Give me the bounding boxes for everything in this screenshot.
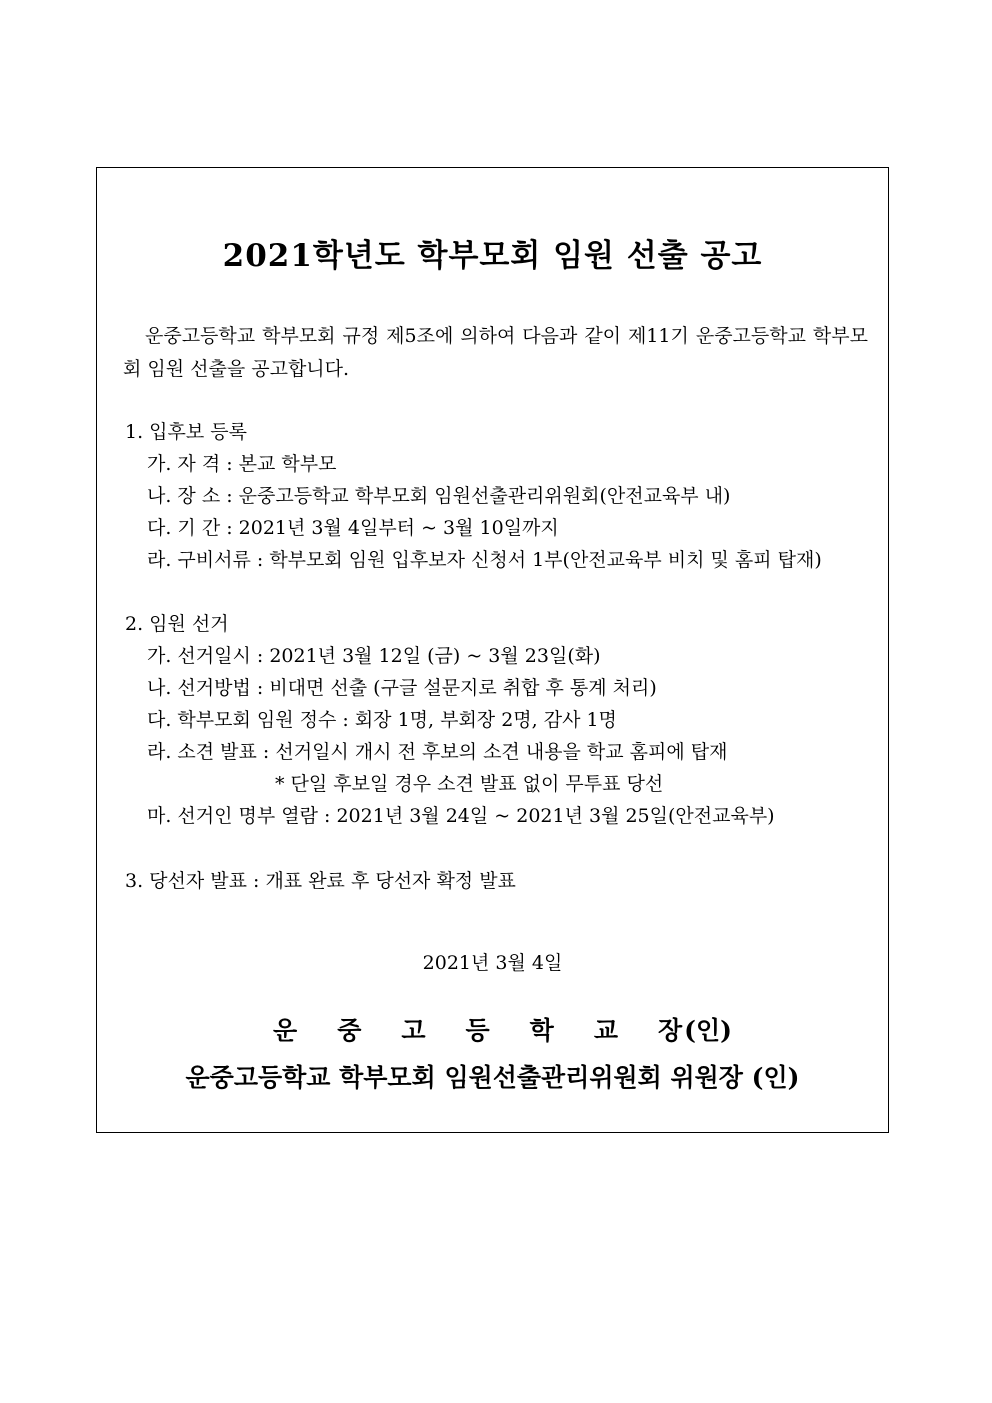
section-1-item-1: 가. 자 격 : 본교 학부모 — [147, 453, 337, 475]
principal-char: 학 — [529, 1016, 554, 1045]
intro-text: 운중고등학교 학부모회 규정 제5조에 의하여 다음과 같이 제11기 운중고등학교 학부모회 임원 선출을 공고합니다. — [123, 325, 868, 380]
section-2-item-5: 마. 선거인 명부 열람 : 2021년 3월 24일 ~ 2021년 3월 25일(안전교육부) — [147, 805, 775, 827]
principal-char: 교 — [593, 1016, 618, 1045]
section-2-item-1: 가. 선거일시 : 2021년 3월 12일 (금) ~ 3월 23일(화) — [147, 645, 601, 667]
principal-char: 장 — [657, 1016, 683, 1045]
principal-seal: (인) — [684, 1016, 732, 1045]
section-1-item-2: 나. 장 소 : 운중고등학교 학부모회 임원선출관리위원회(안전교육부 내) — [147, 485, 731, 507]
principal-signature — [97, 1011, 888, 1047]
principal-char: 운 — [273, 1016, 298, 1045]
section-2-heading: 2. 임원 선거 — [125, 613, 229, 635]
intro-paragraph — [123, 320, 868, 386]
section-1-item-3: 다. 기 간 : 2021년 3월 4일부터 ~ 3월 10일까지 — [147, 517, 559, 539]
notice-date: 2021년 3월 4일 — [422, 952, 563, 974]
principal-char: 고 — [401, 1016, 426, 1045]
section-2-item-2: 나. 선거방법 : 비대면 선출 (구글 설문지로 취합 후 통계 처리) — [147, 677, 657, 699]
section-1-item-4: 라. 구비서류 : 학부모회 임원 입후보자 신청서 1부(안전교육부 비치 및 홈피 탑재) — [147, 549, 822, 571]
principal-char: 등 — [465, 1016, 490, 1045]
section-2-item-3: 다. 학부모회 임원 정수 : 회장 1명, 부회장 2명, 감사 1명 — [147, 709, 617, 731]
notice-frame — [96, 167, 889, 1133]
section-3-heading: 3. 당선자 발표 : 개표 완료 후 당선자 확정 발표 — [125, 870, 516, 892]
section-2-note: * 단일 후보일 경우 소견 발표 없이 무투표 당선 — [275, 773, 664, 795]
principal-char: 중 — [337, 1016, 362, 1045]
committee-signature: 운중고등학교 학부모회 임원선출관리위원회 위원장 (인) — [185, 1063, 800, 1092]
section-1-heading: 1. 입후보 등록 — [125, 421, 247, 443]
notice-title: 2021학년도 학부모회 임원 선출 공고 — [222, 238, 763, 274]
section-2-item-4: 라. 소견 발표 : 선거일시 개시 전 후보의 소견 내용을 학교 홈피에 탑재 — [147, 741, 728, 763]
